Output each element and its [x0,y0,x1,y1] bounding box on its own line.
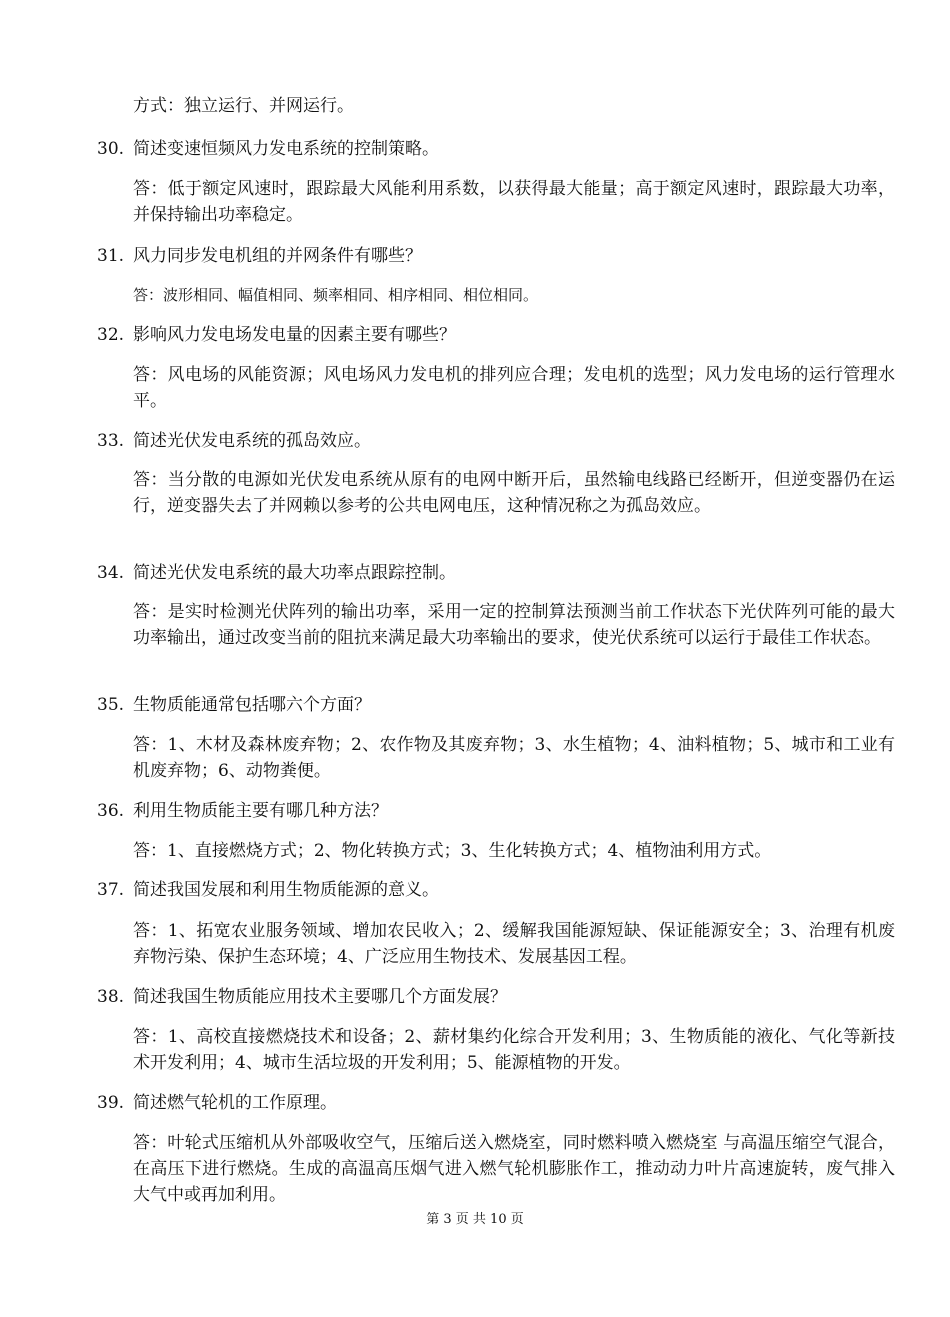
answer-34: 答：是实时检测光伏阵列的输出功率，采用一定的控制算法预测当前工作状态下光伏阵列可能的最大功率输出，通过改变当前的阻抗来满足最大功率输出的要求，使光伏系统可以运行于最佳工作状态。 [133,602,895,648]
question-text: 简述光伏发电系统的最大功率点跟踪控制。 [133,563,456,583]
question-text: 简述光伏发电系统的孤岛效应。 [133,431,371,451]
question-number: 33. [97,431,125,451]
answer-30: 答：低于额定风速时，跟踪最大风能利用系数，以获得最大能量；高于额定风速时，跟踪最大功率，并保持输出功率稳定。 [133,179,895,225]
answer-38: 答：1、高校直接燃烧技术和设备；2、薪材集约化综合开发利用；3、生物质能的液化、气化等新技术开发利用；4、城市生活垃圾的开发利用；5、能源植物的开发。 [133,1027,895,1073]
question-number: 38. [97,987,125,1007]
question-number: 37. [97,880,125,900]
question-35 [97,692,897,718]
answer-35: 答：1、木材及森林废弃物；2、农作物及其废弃物；3、水生植物；4、油料植物；5、城市和工业有机废弃物；6、动物粪便。 [133,735,895,781]
question-text: 利用生物质能主要有哪几种方法？ [133,801,388,821]
question-text: 简述我国生物质能应用技术主要哪几个方面发展？ [133,987,507,1007]
question-number: 35. [97,695,125,715]
question-number: 36. [97,801,125,821]
question-text: 简述燃气轮机的工作原理。 [133,1093,337,1113]
answer-36: 答：1、直接燃烧方式；2、物化转换方式；3、生化转换方式；4、植物油利用方式。 [133,841,772,861]
question-30 [97,136,897,162]
question-text: 简述我国发展和利用生物质能源的意义。 [133,880,439,900]
question-text: 影响风力发电场发电量的因素主要有哪些？ [133,325,456,345]
question-32 [97,322,897,348]
question-39 [97,1090,897,1116]
answer-32: 答：风电场的风能资源；风电场风力发电机的排列应合理；发电机的选型；风力发电场的运行管理水平。 [133,365,895,411]
answer-39: 答：叶轮式压缩机从外部吸收空气，压缩后送入燃烧室，同时燃料喷入燃烧室 与高温压缩空气混合，在高压下进行燃烧。生成的高温高压烟气进入燃气轮机膨胀作工，推动动力叶片高速旋转，废气排入大气中或再加利用。 [133,1133,895,1205]
question-34 [97,560,897,586]
answer-37: 答：1、拓宽农业服务领域、增加农民收入；2、缓解我国能源短缺、保证能源安全；3、治理有机废弃物污染、保护生态环境；4、广泛应用生物技术、发展基因工程。 [133,921,895,967]
question-number: 34. [97,563,125,583]
question-number: 39. [97,1093,125,1113]
question-text: 简述变速恒频风力发电系统的控制策略。 [133,139,439,159]
answer-31: 答：波形相同、幅值相同、频率相同、相序相同、相位相同。 [133,286,539,304]
question-31 [97,243,897,269]
question-36 [97,798,897,824]
question-number: 30. [97,139,125,159]
question-number: 32. [97,325,125,345]
question-37 [97,877,897,903]
intro-line: 方式：独立运行、并网运行。 [133,96,354,116]
question-text: 风力同步发电机组的并网条件有哪些？ [133,246,422,266]
question-text: 生物质能通常包括哪六个方面？ [133,695,371,715]
question-33 [97,428,897,454]
page-footer: 第 3 页 共 10 页 [426,1212,524,1227]
question-38 [97,984,897,1010]
answer-33: 答：当分散的电源如光伏发电系统从原有的电网中断开后，虽然输电线路已经断开，但逆变器仍在运行，逆变器失去了并网赖以参考的公共电网电压，这种情况称之为孤岛效应。 [133,470,895,516]
question-number: 31. [97,246,125,266]
